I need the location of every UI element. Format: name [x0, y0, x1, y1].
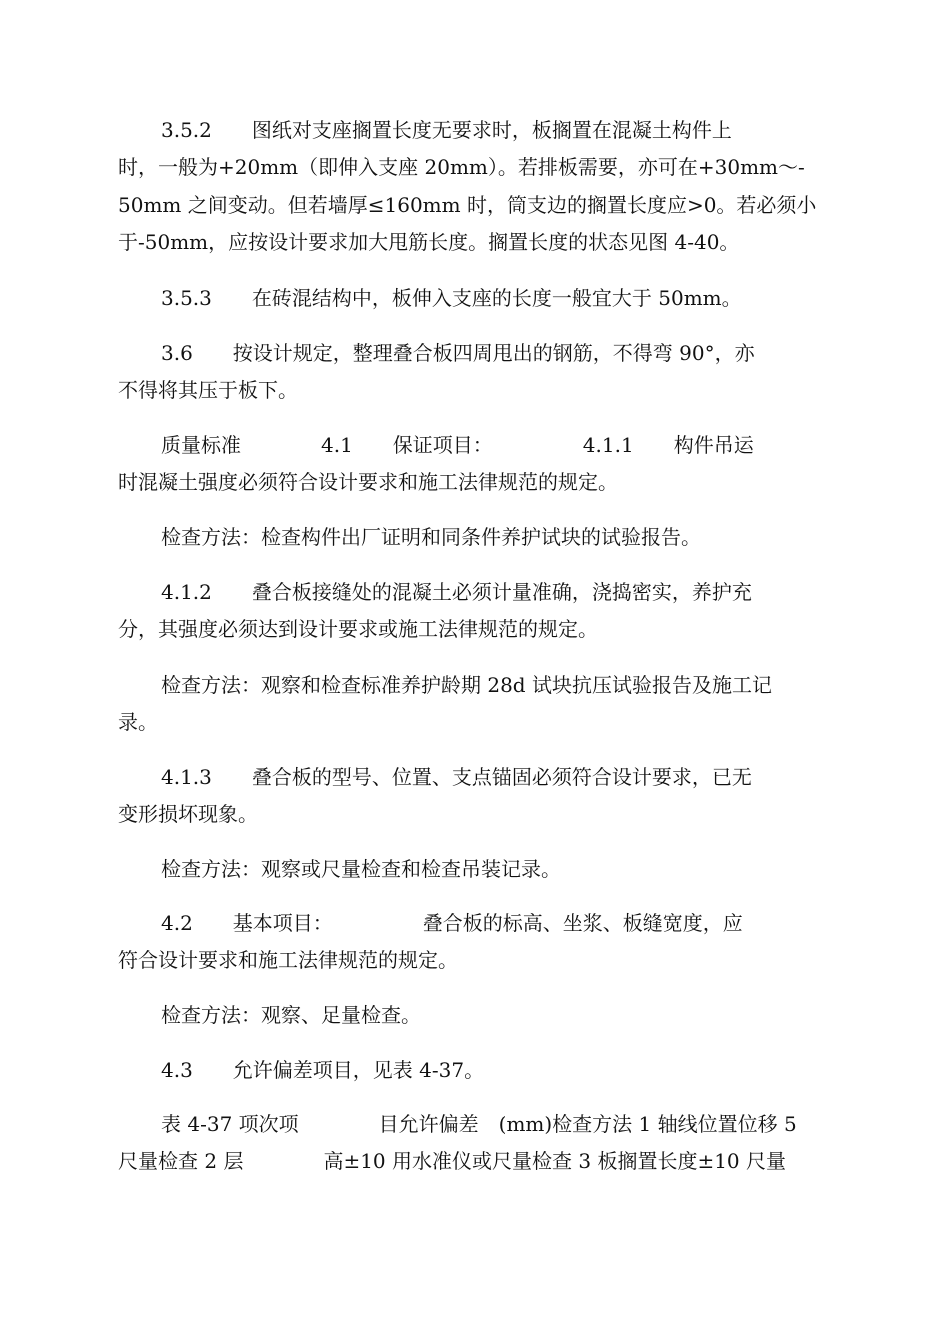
text-line-18: 4.2 基本项目： 叠合板的标高、坐浆、板缝宽度，应 [161, 911, 743, 935]
text-line-19: 符合设计要求和施工法律规范的规定。 [118, 948, 458, 972]
text-line-6: 3.6 按设计规定，整理叠合板四周甩出的钢筋，不得弯 90°，亦 [161, 341, 755, 365]
text-line-12: 分，其强度必须达到设计要求或施工法律规范的规定。 [118, 617, 598, 641]
text-line-16: 变形损坏现象。 [118, 802, 258, 826]
text-line-4: 于-50mm，应按设计要求加大甩筋长度。搁置长度的状态见图 4-40。 [118, 230, 740, 254]
text-line-8: 质量标准 4.1 保证项目： 4.1.1 构件吊运 [161, 433, 754, 457]
text-line-1: 3.5.2 图纸对支座搁置长度无要求时，板搁置在混凝土构件上 [161, 118, 732, 142]
text-line-3: 50mm 之间变动。但若墙厚≤160mm 时，筒支边的搁置长度应>0。若必须小 [118, 193, 817, 217]
text-line-20: 检查方法：观察、足量检查。 [161, 1003, 421, 1027]
text-line-5: 3.5.3 在砖混结构中，板伸入支座的长度一般宜大于 50mm。 [161, 286, 742, 310]
text-line-15: 4.1.3 叠合板的型号、位置、支点锚固必须符合设计要求，已无 [161, 765, 752, 789]
text-line-14: 录。 [118, 710, 158, 734]
text-line-9: 时混凝土强度必须符合设计要求和施工法律规范的规定。 [118, 470, 618, 494]
text-line-17: 检查方法：观察或尺量检查和检查吊装记录。 [161, 857, 561, 881]
text-line-13: 检查方法：观察和检查标准养护龄期 28d 试块抗压试验报告及施工记 [161, 673, 772, 697]
text-line-10: 检查方法：检查构件出厂证明和同条件养护试块的试验报告。 [161, 525, 701, 549]
text-line-22: 表 4-37 项次项 目允许偏差 (mm)检查方法 1 轴线位置位移 5 [161, 1112, 797, 1136]
text-line-7: 不得将其压于板下。 [118, 378, 298, 402]
text-line-11: 4.1.2 叠合板接缝处的混凝土必须计量准确，浇捣密实，养护充 [161, 580, 752, 604]
text-line-2: 时，一般为+20mm（即伸入支座 20mm）。若排板需要，亦可在+30mm～- [118, 155, 805, 179]
text-line-21: 4.3 允许偏差项目，见表 4-37。 [161, 1058, 485, 1082]
text-line-23: 尺量检查 2 层 高±10 用水准仪或尺量检查 3 板搁置长度±10 尺量 [118, 1149, 787, 1173]
